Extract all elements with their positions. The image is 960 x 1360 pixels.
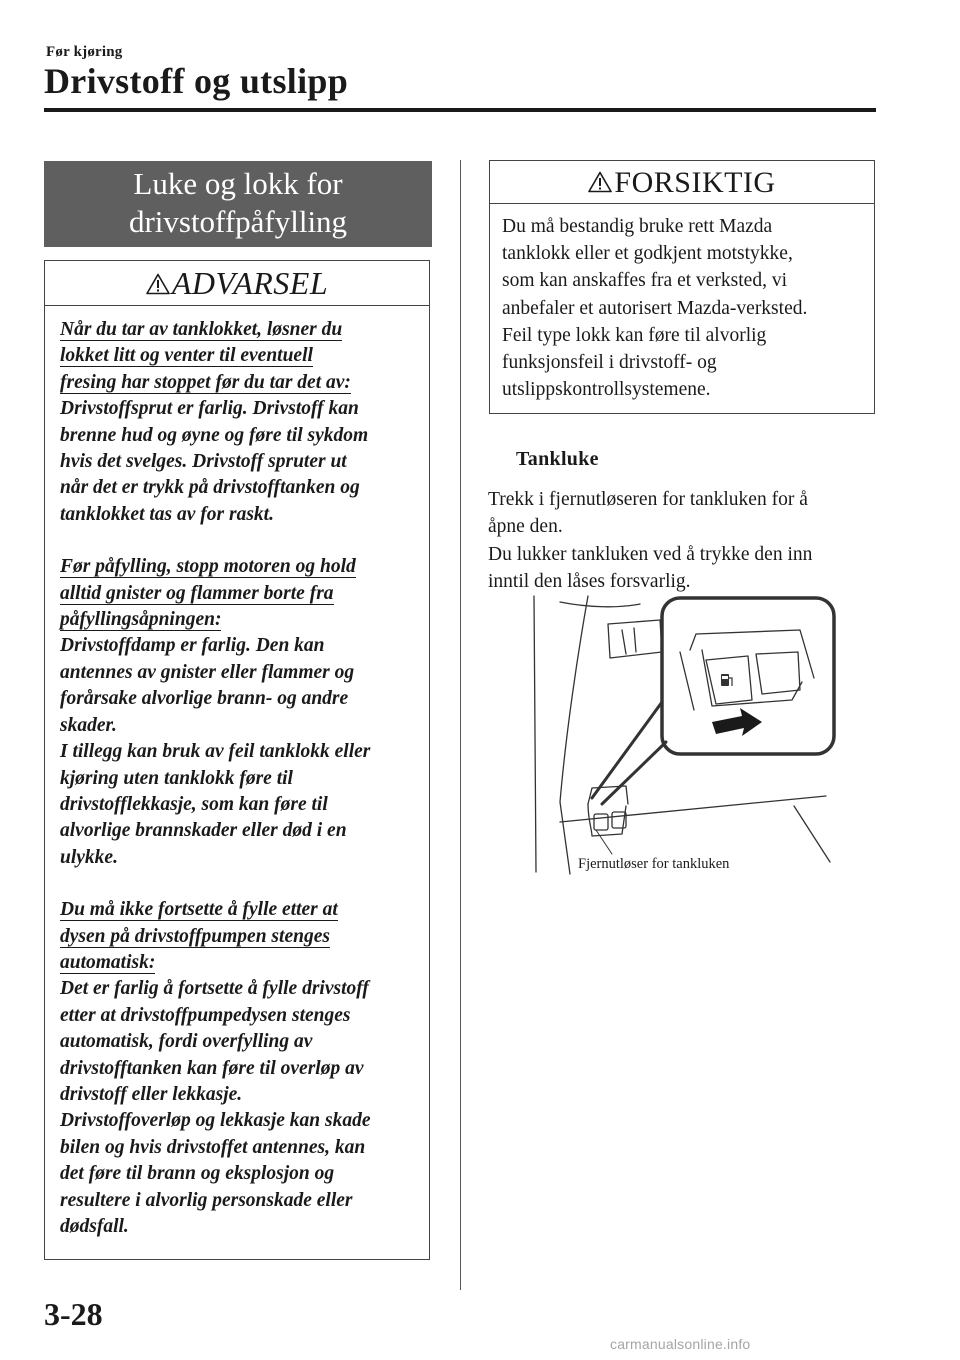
- section-banner: [44, 161, 432, 247]
- figure-caption: Fjernutløser for tankluken: [578, 856, 730, 872]
- warning-text-line: dødsfall.: [60, 1216, 129, 1237]
- watermark: carmanualsonline.info: [610, 1336, 751, 1352]
- warning-text-line: tanklokket tas av for raskt.: [60, 503, 274, 525]
- warning-lead-line: Før påfylling, stopp motoren og hold: [60, 556, 356, 578]
- warning-text-line: drivstoff eller lekkasje.: [60, 1083, 243, 1105]
- warning-lead-line: dysen på drivstoffpumpen stenges: [60, 925, 330, 947]
- warning-paragraph-3: [60, 897, 430, 1240]
- body-text-line: Trekk i fjernutløseren for tankluken for å: [488, 489, 808, 510]
- warning-text-line: automatisk, fordi overfylling av: [60, 1031, 313, 1053]
- page-title: Drivstoff og utslipp: [44, 61, 349, 101]
- warning-lead-line: fresing har stoppet før du tar det av:: [60, 371, 351, 393]
- fuel-pump-icon: [721, 674, 732, 686]
- warning-text-line: kjøring uten tanklokk føre til: [60, 767, 293, 789]
- warning-text-line: alvorlige brannskader eller død i en: [60, 820, 347, 842]
- caution-text-line: Feil type lokk kan føre til alvorlig: [502, 324, 767, 346]
- header-rule: [44, 108, 876, 112]
- warning-text-line: ulykke.: [60, 846, 118, 868]
- warning-lead-line: påfyllingsåpningen:: [60, 609, 222, 631]
- warning-text-line: drivstofftanken kan føre til overløp av: [60, 1057, 364, 1079]
- caution-text-line: utslippskontrollsystemene.: [502, 379, 711, 401]
- warning-lead-line: Du må ikke fortsette å fylle etter at: [60, 899, 338, 921]
- caution-label: FORSIKTIG: [614, 166, 776, 199]
- warning-paragraph-2: [60, 554, 430, 871]
- body-text-line: åpne den.: [488, 516, 563, 538]
- caution-text-line: anbefaler et autorisert Mazda-verksted.: [502, 297, 808, 319]
- warning-text-line: resultere i alvorlig personskade eller: [60, 1189, 353, 1211]
- warning-text-line: når det er trykk på drivstofftanken og: [60, 477, 360, 499]
- section-title-line-1: Luke og lokk for: [133, 166, 343, 201]
- warning-lead-line: Når du tar av tanklokket, løsner du: [60, 319, 343, 340]
- warning-text-line: hvis det svelges. Drivstoff spruter ut: [60, 451, 347, 473]
- warning-header: [45, 261, 429, 306]
- warning-text-line: Det er farlig å fortsette å fylle drivstoff: [60, 978, 369, 1000]
- body-text-line: inntil den låses forsvarlig.: [488, 571, 691, 593]
- caution-text-line: funksjonsfeil i drivstoff- og: [502, 352, 717, 374]
- warning-text-line: etter at drivstoffpumpedysen stenges: [60, 1004, 351, 1026]
- caution-text-line: tanklokk eller et godkjent motstykke,: [502, 243, 793, 265]
- warning-text-line: skader.: [60, 714, 117, 736]
- warning-lead-line: automatisk:: [60, 951, 156, 973]
- fuel-lid-release-illustration: [530, 592, 842, 882]
- tankluke-heading: Tankluke: [516, 448, 599, 470]
- warning-text-line: drivstofflekkasje, som kan føre til: [60, 793, 328, 815]
- caution-triangle-icon: [588, 171, 612, 193]
- section-title-line-2: drivstoffpåfylling: [128, 204, 348, 239]
- warning-text-line: Drivstoffdamp er farlig. Den kan: [60, 635, 325, 657]
- warning-lead-line: alltid gnister og flammer borte fra: [60, 582, 334, 604]
- warning-triangle-icon: [146, 273, 170, 295]
- caution-body: [502, 213, 870, 403]
- body-text-line: Du lukker tankluken ved å trykke den inn: [488, 543, 813, 565]
- warning-text-line: I tillegg kan bruk av feil tanklokk eller: [60, 741, 371, 763]
- warning-text-line: Drivstoffsprut er farlig. Drivstoff kan: [60, 398, 359, 420]
- warning-label: ADVARSEL: [171, 265, 329, 301]
- warning-text-line: antennes av gnister eller flammer og: [60, 661, 355, 683]
- pull-arrow-icon: [712, 708, 762, 736]
- warning-text-line: forårsake alvorlige brann- og andre: [60, 688, 349, 710]
- warning-text-line: Drivstoffoverløp og lekkasje kan skade: [60, 1110, 371, 1132]
- caution-text-line: som kan anskaffes fra et verksted, vi: [502, 270, 788, 292]
- warning-box: [44, 260, 430, 1260]
- caution-text-line: Du må bestandig bruke rett Mazda: [502, 216, 773, 237]
- warning-lead-line: lokket litt og venter til eventuell: [60, 345, 313, 367]
- warning-paragraph-1: [60, 317, 430, 528]
- breadcrumb: Før kjøring: [46, 44, 123, 60]
- page-number: 3-28: [44, 1296, 103, 1332]
- warning-text-line: bilen og hvis drivstoffet antennes, kan: [60, 1136, 366, 1158]
- tankluke-body: [488, 486, 812, 596]
- caution-box: [489, 160, 875, 414]
- column-divider: [460, 160, 461, 1290]
- warning-body: [60, 317, 430, 1240]
- caution-header: [490, 161, 874, 204]
- warning-text-line: brenne hud og øyne og føre til sykdom: [60, 424, 369, 446]
- warning-text-line: det føre til brann og eksplosjon og: [60, 1163, 335, 1185]
